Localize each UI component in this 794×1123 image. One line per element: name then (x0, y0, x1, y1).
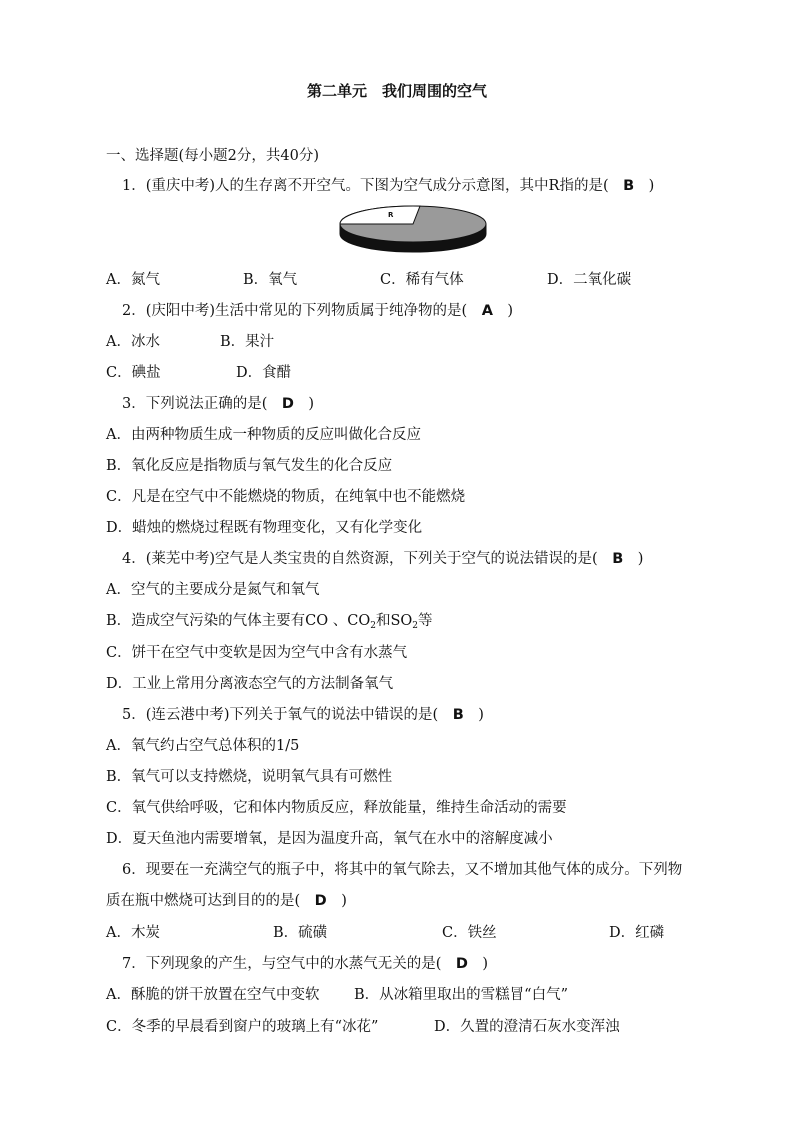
question-6-stem-line-2: 质在瓶中燃烧可达到目的的是( D ) (106, 893, 347, 909)
question-2-answer: A (481, 303, 493, 319)
question-6-option-b: B．硫磺 (273, 925, 328, 941)
question-5-stem: 5．(连云港中考)下列关于氧气的说法中错误的是( B ) (122, 707, 484, 723)
question-1-option-d: D．二氧化碳 (547, 272, 632, 288)
question-3-option-a: A．由两种物质生成一种物质的反应叫做化合反应 (106, 427, 421, 443)
question-3-answer: D (281, 396, 294, 412)
question-7-option-c: C．冬季的早晨看到窗户的玻璃上有“冰花” (106, 1019, 379, 1035)
question-7-option-d: D．久置的澄清石灰水变浑浊 (434, 1019, 620, 1035)
pie-label-r: R (388, 211, 394, 219)
question-4-option-b: B．造成空气污染的气体主要有CO 、$CO_2$和$SO_2$等 (106, 613, 433, 631)
question-2-option-d: D．食醋 (236, 365, 292, 381)
question-5-option-d: D．夏天鱼池内需要增氧，是因为温度升高，氧气在水中的溶解度减小 (106, 831, 553, 847)
question-2-stem: 2．(庆阳中考)生活中常见的下列物质属于纯净物的是( A ) (122, 303, 514, 319)
question-4-option-c: C．饼干在空气中变软是因为空气中含有水蒸气 (106, 645, 408, 661)
question-1-option-b: B．氧气 (243, 272, 298, 288)
question-7-answer: D (455, 956, 468, 972)
question-6-answer: D (314, 893, 327, 909)
question-5-option-b: B．氧气可以支持燃烧，说明氧气具有可燃性 (106, 769, 393, 785)
question-4-answer: B (612, 551, 624, 567)
question-1-answer: B (623, 178, 635, 194)
question-3-option-d: D．蜡烛的燃烧过程既有物理变化，又有化学变化 (106, 520, 423, 536)
question-7-stem: 7．下列现象的产生，与空气中的水蒸气无关的是( D ) (122, 956, 489, 972)
question-2-option-c: C．碘盐 (106, 365, 161, 381)
question-4-stem: 4．(莱芜中考)空气是人类宝贵的自然资源，下列关于空气的说法错误的是( B ) (122, 551, 644, 567)
pie-slice-r (340, 206, 420, 224)
question-5-answer: B (452, 707, 464, 723)
question-4-option-a: A．空气的主要成分是氮气和氧气 (106, 582, 320, 598)
question-6-option-a: A．木炭 (106, 925, 160, 941)
question-5-option-c: C．氧气供给呼吸，它和体内物质反应，释放能量，维持生命活动的需要 (106, 800, 567, 816)
question-6-option-d: D．红磷 (609, 925, 665, 941)
page-title: 第二单元 我们周围的空气 (306, 82, 487, 100)
question-3-option-c: C．凡是在空气中不能燃烧的物质，在纯氧中也不能燃烧 (106, 489, 466, 505)
question-4-option-d: D．工业上常用分离液态空气的方法制备氧气 (106, 676, 394, 692)
question-1-option-a: A．氮气 (106, 272, 160, 288)
question-5-option-a: A．氧气约占空气总体积的1/5 (106, 738, 300, 754)
question-2-option-b: B．果汁 (220, 334, 275, 350)
question-6-stem-line-1: 6．现要在一充满空气的瓶子中，将其中的氧气除去，又不增加其他气体的成分。下列物 (122, 862, 683, 878)
question-7-option-a: A．酥脆的饼干放置在空气中变软 (106, 987, 320, 1003)
question-7-option-b: B．从冰箱里取出的雪糕冒“白气” (354, 987, 568, 1003)
question-6-option-c: C．铁丝 (442, 925, 497, 941)
question-2-option-a: A．冰水 (106, 334, 160, 350)
question-3-option-b: B．氧化反应是指物质与氧气发生的化合反应 (106, 458, 393, 474)
question-1-option-c: C．稀有气体 (380, 272, 464, 288)
section-heading: 一、选择题(每小题2分，共40分) (106, 148, 319, 164)
question-1-stem: 1．(重庆中考)人的生存离不开空气。下图为空气成分示意图，其中R指的是( B ) (122, 178, 655, 194)
air-composition-pie-chart (336, 204, 490, 262)
question-3-stem: 3．下列说法正确的是( D ) (122, 396, 315, 412)
